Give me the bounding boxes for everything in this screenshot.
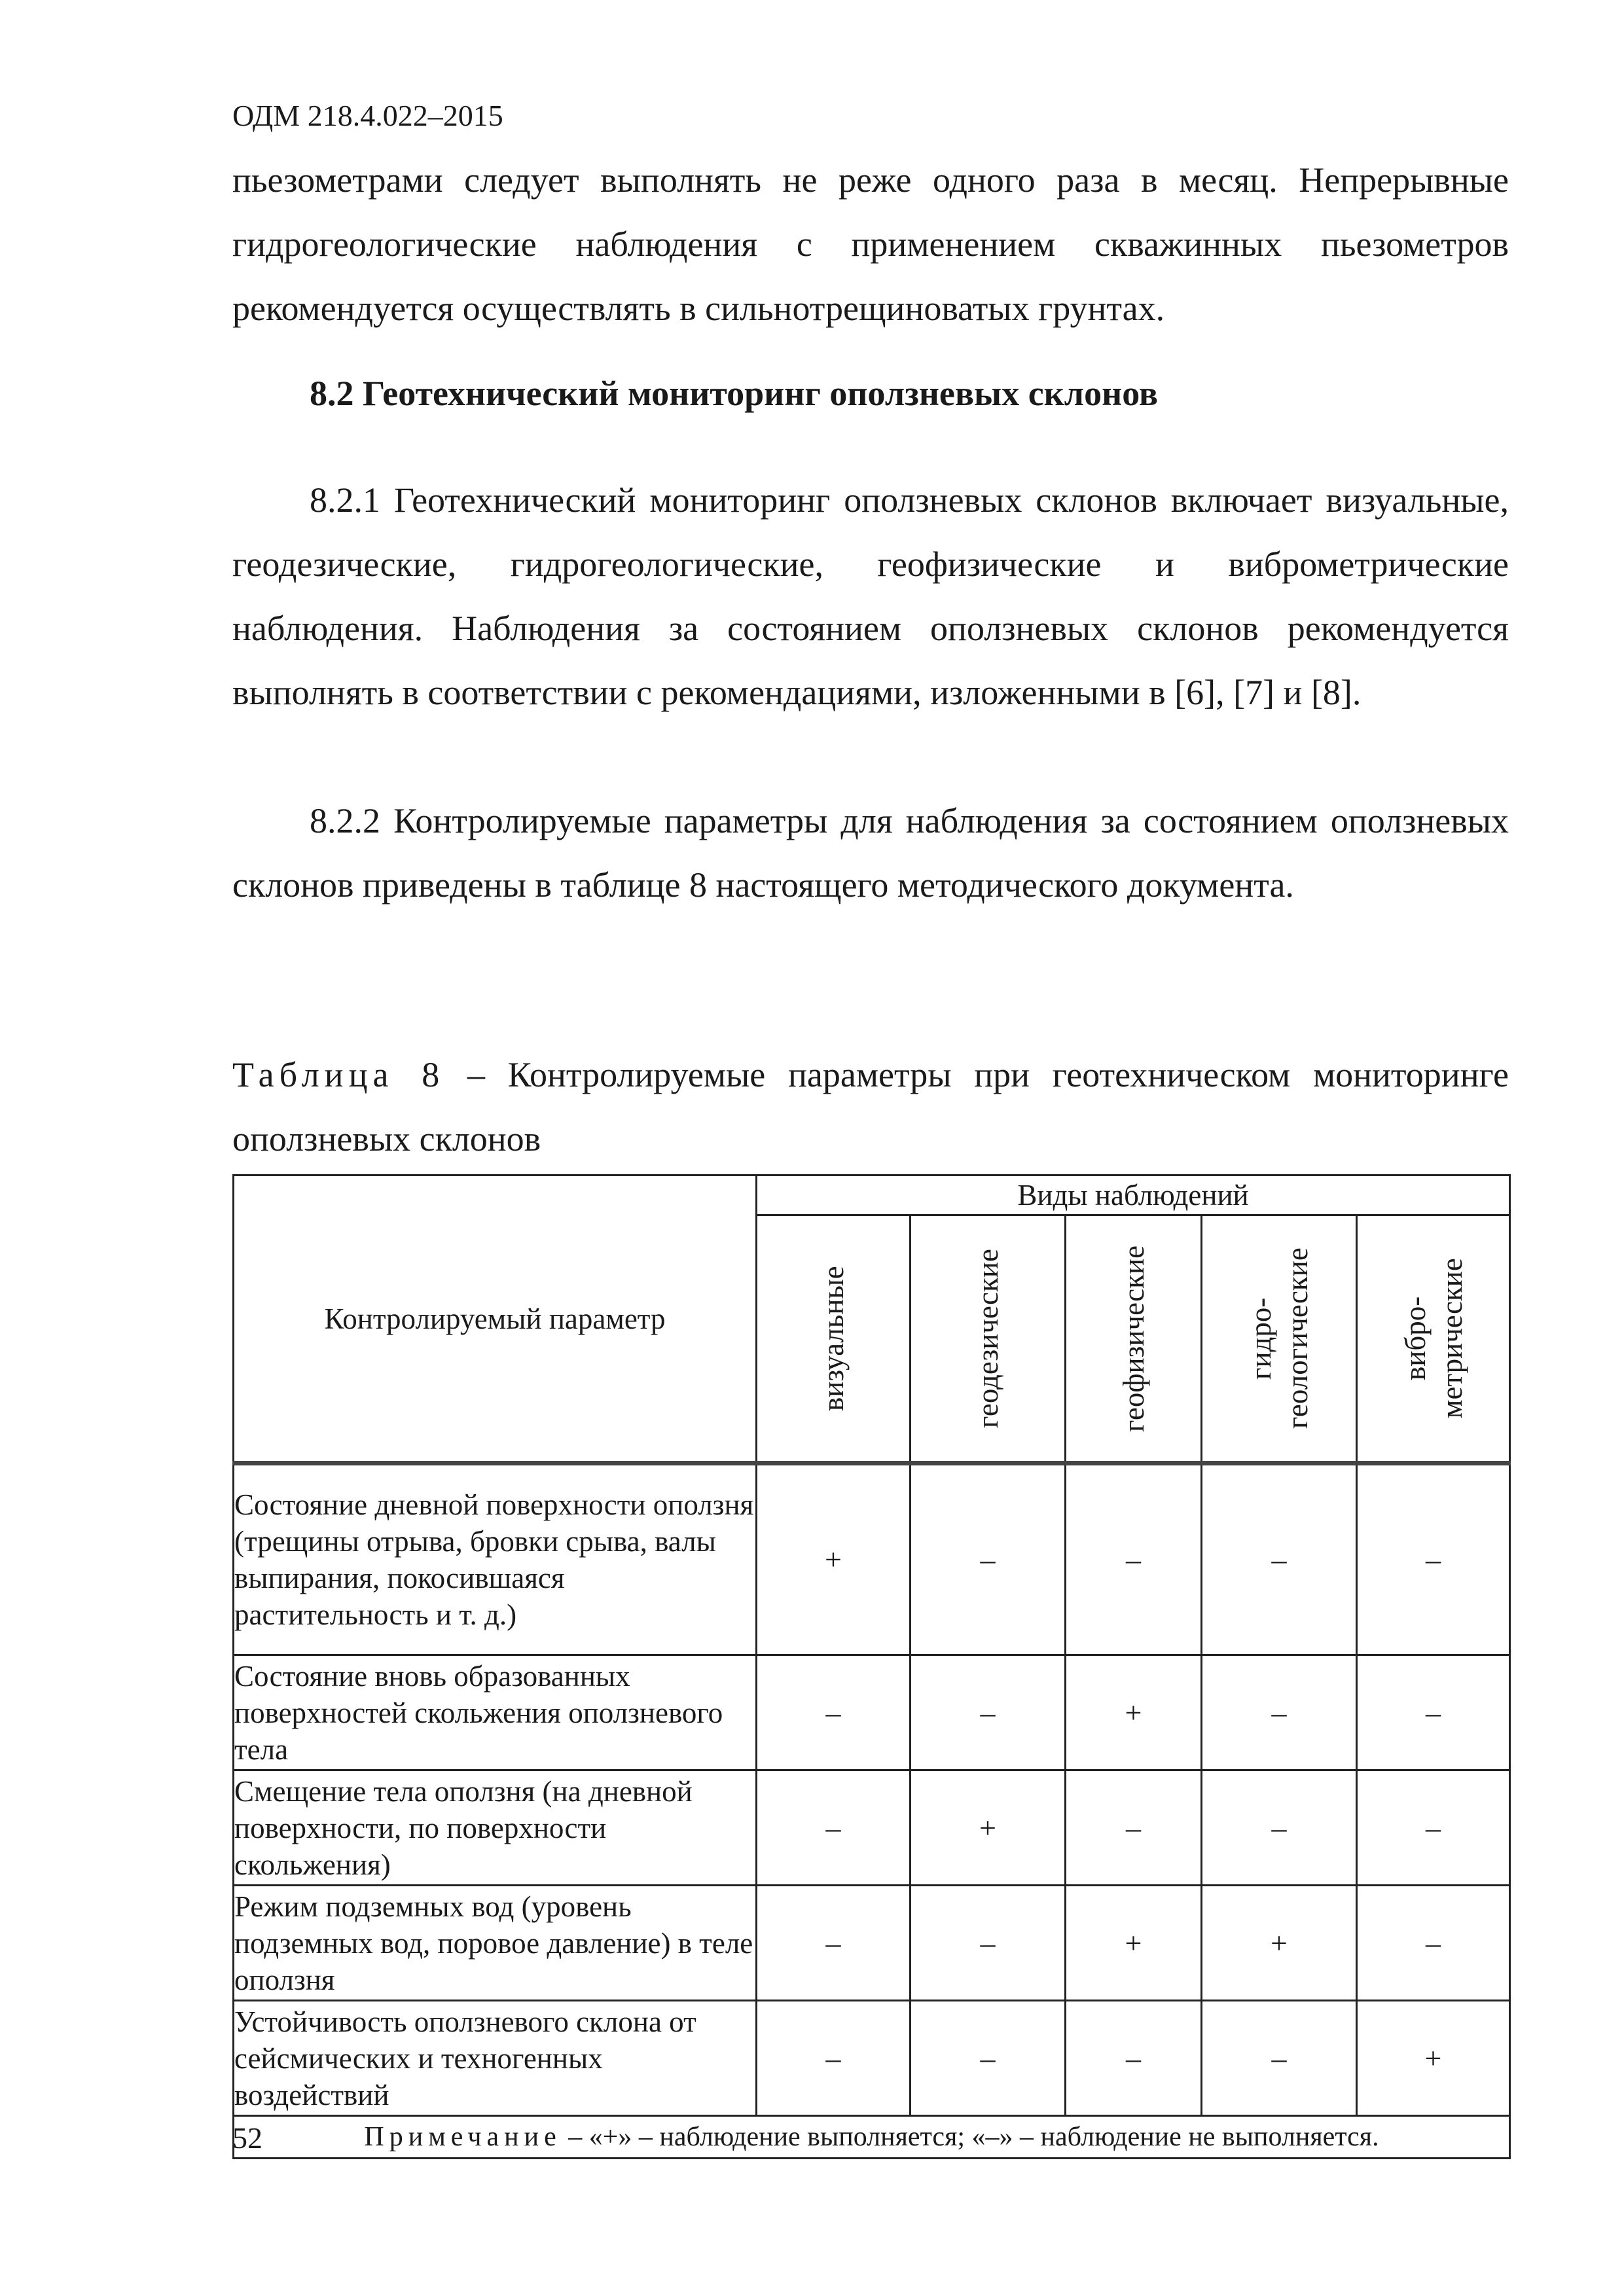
parameter-cell: Состояние вновь образованных поверхностей скольжения оползневого тела	[234, 1655, 757, 1770]
mark-cell: –	[757, 2001, 911, 2116]
column-header-geodetic-label: геодезические	[971, 1249, 1004, 1428]
mark-cell: –	[911, 2001, 1066, 2116]
mark-cell: –	[1202, 1770, 1357, 1886]
table-caption-label: Таблица 8	[232, 1055, 445, 1094]
column-header-geodetic	[911, 1215, 1066, 1463]
parameter-cell: Состояние дневной поверхности оползня (трещины отрыва, бровки срыва, валы выпирания, покосившаяся растительность и т. д.)	[234, 1463, 757, 1655]
mark-cell: –	[911, 1886, 1066, 2001]
section-title: 8.2 Геотехнический мониторинг оползневых склонов	[310, 374, 1159, 413]
column-header-vibrometric	[1357, 1215, 1510, 1463]
paragraph-continuation: пьезометрами следует выполнять не реже одного раза в месяц. Непрерывные гидрогеологические наблюдения с применением скважинных пьезометров рекомендуется осуществлять в сильнотрещиноватых грунтах.	[232, 160, 1509, 328]
parameter-cell: Смещение тела оползня (на дневной поверхности, по поверхности скольжения)	[234, 1770, 757, 1886]
table-row	[234, 1463, 1510, 1655]
mark-cell: +	[1357, 2001, 1510, 2116]
paragraph-8-2-1: 8.2.1 Геотехнический мониторинг оползневых склонов включает визуальные, геодезические, гидрогеологические, геофизические и виброметрические наблюдения. Наблюдения за состоянием оползневых склонов рекомендуется выполнять в соответствии с рекомендациями, изложенными в [6], [7] и [8].	[232, 480, 1509, 712]
mark-cell: –	[1202, 2001, 1357, 2116]
table-caption	[232, 1043, 1509, 1171]
table-caption-text: – Контролируемые параметры при геотехническом мониторинге оползневых склонов	[232, 1055, 1509, 1158]
table-note-row	[234, 2116, 1510, 2159]
mark-cell: –	[1357, 1770, 1510, 1886]
mark-cell: –	[1357, 1886, 1510, 2001]
mark-cell: –	[1357, 1655, 1510, 1770]
mark-cell: –	[1066, 1463, 1202, 1655]
table-note	[234, 2116, 1510, 2159]
paragraph-8-2-2: 8.2.2 Контролируемые параметры для наблюдения за состоянием оползневых склонов приведены в таблице 8 настоящего методического документа.	[232, 801, 1509, 905]
mark-cell: –	[757, 1886, 911, 2001]
mark-cell: –	[911, 1655, 1066, 1770]
parameters-table	[232, 1174, 1511, 2159]
column-header-visual-label: визуальные	[817, 1266, 850, 1411]
table-row	[234, 1886, 1510, 2001]
mark-cell: –	[911, 1463, 1066, 1655]
mark-cell: +	[1066, 1655, 1202, 1770]
table-note-text: – «+» – наблюдение выполняется; «–» – наблюдение не выполняется.	[561, 2122, 1379, 2152]
mark-cell: –	[1202, 1655, 1357, 1770]
column-header-parameter: Контролируемый параметр	[234, 1175, 757, 1463]
mark-cell: –	[1066, 2001, 1202, 2116]
document-code: ОДМ 218.4.022–2015	[232, 99, 503, 132]
column-header-visual	[757, 1215, 911, 1463]
mark-cell: +	[1066, 1886, 1202, 2001]
page-number: 52	[232, 2121, 262, 2155]
table-note-label: Примечание	[364, 2122, 562, 2152]
parameter-cell: Устойчивость оползневого склона от сейсмических и техногенных воздействий	[234, 2001, 757, 2116]
table-row	[234, 2001, 1510, 2116]
column-header-vibrometric-label: вибро- метрические	[1398, 1258, 1468, 1419]
mark-cell: –	[1202, 1463, 1357, 1655]
mark-cell: –	[1066, 1770, 1202, 1886]
mark-cell: –	[757, 1770, 911, 1886]
mark-cell: –	[757, 1655, 911, 1770]
column-group-header-observation-types: Виды наблюдений	[757, 1175, 1510, 1215]
column-header-geophysical-label: геофизические	[1117, 1245, 1150, 1432]
column-header-geophysical	[1066, 1215, 1202, 1463]
mark-cell: +	[1202, 1886, 1357, 2001]
mark-cell: –	[1357, 1463, 1510, 1655]
parameter-cell: Режим подземных вод (уровень подземных вод, поровое давление) в теле оползня	[234, 1886, 757, 2001]
table-row	[234, 1655, 1510, 1770]
mark-cell: +	[911, 1770, 1066, 1886]
table-row	[234, 1770, 1510, 1886]
mark-cell: +	[757, 1463, 911, 1655]
column-header-hydrogeological	[1202, 1215, 1357, 1463]
column-header-hydrogeological-label: гидро- геологические	[1244, 1247, 1314, 1429]
